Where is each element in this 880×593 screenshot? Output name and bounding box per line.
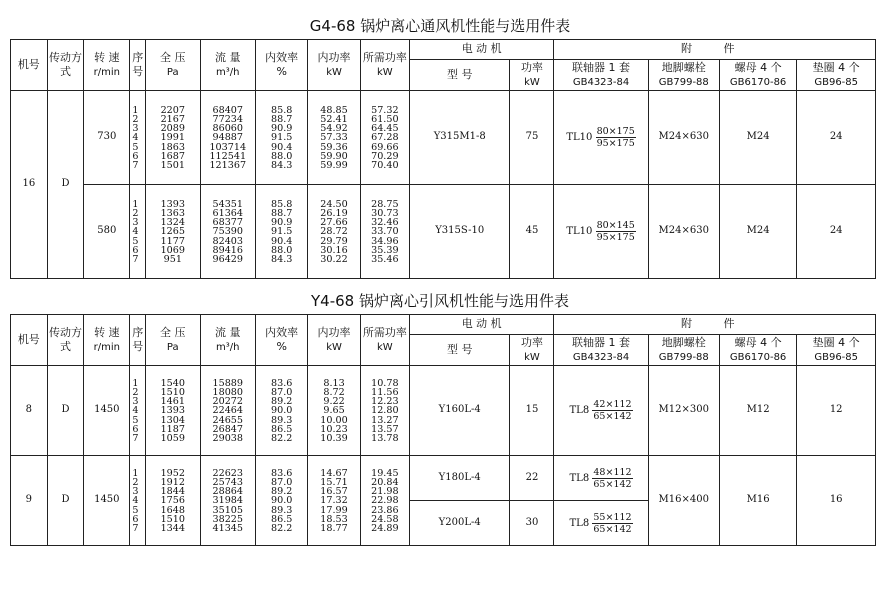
header-nut-std: GB6170-86 (729, 77, 787, 88)
header-pressure-unit: Pa (166, 67, 179, 78)
header-nut-std: GB6170-86 (729, 352, 787, 363)
header-flow-label: 流 量 (215, 50, 241, 64)
header-power-unit: kW (326, 342, 342, 353)
coupling-denominator: 65×142 (593, 478, 632, 490)
header-washer (797, 60, 876, 91)
speed-cell: 1450 (84, 366, 130, 456)
header-flow (200, 40, 256, 91)
header-pressure-label: 全 压 (160, 50, 186, 64)
coupling-numerator: 42×112 (593, 399, 632, 410)
washer-cell: 16 (797, 456, 876, 546)
motor-power-cell: 75 (510, 91, 554, 185)
header-speed-unit: r/min (93, 342, 120, 353)
header-bolt-std: GB799-88 (658, 352, 709, 363)
motor-model-cell: Y160L-4 (409, 366, 510, 456)
seq-list: 1 2 3 4 5 6 7 (130, 91, 146, 185)
power-list: 14.67 15.71 16.57 17.32 17.99 18.53 18.77 (308, 456, 360, 546)
header-coupling (554, 335, 648, 366)
header-bolt (648, 335, 719, 366)
coupling-numerator: 48×112 (593, 466, 632, 478)
header-eff-label: 内效率 (265, 50, 299, 64)
header-drive: 传动方式 (47, 315, 84, 366)
header-bolt-std: GB799-88 (658, 77, 709, 88)
coupling-cell (554, 366, 648, 456)
nut-cell: M24 (719, 91, 796, 185)
coupling-fraction (596, 220, 636, 243)
flow-list: 22623 25743 28864 31984 35105 38225 41345 (200, 456, 256, 546)
header-pressure (146, 40, 200, 91)
washer-cell: 24 (797, 91, 876, 185)
header-flow-label: 流 量 (215, 325, 241, 339)
req-power-list: 19.45 20.84 21.98 22.98 23.86 24.58 24.89 (360, 456, 409, 546)
coupling-cell (554, 91, 648, 185)
motor-power-cell: 22 (510, 456, 554, 501)
coupling-prefix: TL8 (569, 405, 590, 416)
req-power-list: 57.32 61.50 64.45 67.28 69.66 70.29 70.40 (360, 91, 409, 185)
header-flow-unit: m³/h (216, 342, 240, 353)
header-eff-label: 内效率 (265, 325, 299, 339)
speed-cell: 730 (84, 91, 130, 185)
header-speed (84, 315, 130, 366)
header-power (308, 40, 360, 91)
coupling-numerator: 80×175 (596, 126, 635, 137)
header-eff-unit: % (276, 65, 287, 78)
flow-list: 15889 18080 20272 22464 24655 26847 29038 (200, 366, 256, 456)
req-power-list: 28.75 30.73 32.46 33.70 34.96 35.39 35.46 (360, 185, 409, 279)
header-nut-label: 螺母 4 个 (734, 60, 782, 74)
header-power-label: 内功率 (317, 325, 351, 339)
header-speed (84, 40, 130, 91)
header-model-no: 机号 (11, 40, 48, 91)
speed-cell: 1450 (84, 456, 130, 546)
header-washer-std: GB96-85 (814, 352, 859, 363)
seq-list: 1 2 3 4 5 6 7 (130, 185, 146, 279)
efficiency-list: 85.8 88.7 90.9 91.5 90.4 88.0 84.3 (256, 185, 308, 279)
coupling-cell (554, 501, 648, 546)
model-no-cell: 16 (11, 91, 48, 279)
coupling-denominator: 65×142 (593, 523, 632, 535)
coupling-denominator: 65×142 (593, 411, 632, 422)
coupling-cell (554, 456, 648, 501)
seq-list: 1 2 3 4 5 6 7 (130, 366, 146, 456)
motor-model-cell: Y315S-10 (409, 185, 510, 279)
pressure-list: 2207 2167 2089 1991 1863 1687 1501 (146, 91, 200, 185)
header-coupling-std: GB4323-84 (572, 77, 630, 88)
bolt-cell: M16×400 (648, 456, 719, 546)
header-motor-model: 型 号 (409, 60, 510, 91)
coupling-prefix: TL10 (566, 132, 593, 143)
header-eff-unit: % (276, 340, 287, 353)
nut-cell: M16 (719, 456, 796, 546)
washer-cell: 12 (797, 366, 876, 456)
pressure-list: 1952 1912 1844 1756 1648 1510 1344 (146, 456, 200, 546)
header-pressure (146, 315, 200, 366)
header-motor-power-unit: kW (524, 352, 540, 363)
header-speed-label: 转 速 (94, 50, 120, 64)
header-req-power (360, 315, 409, 366)
motor-power-cell: 30 (510, 501, 554, 546)
header-efficiency (256, 40, 308, 91)
bolt-cell: M24×630 (648, 185, 719, 279)
header-power-unit: kW (326, 67, 342, 78)
coupling-denominator: 95×175 (596, 232, 635, 243)
header-speed-unit: r/min (93, 67, 120, 78)
pressure-list: 1540 1510 1461 1393 1304 1187 1059 (146, 366, 200, 456)
header-washer-std: GB96-85 (814, 77, 859, 88)
efficiency-list: 83.6 87.0 89.2 90.0 89.3 86.5 82.2 (256, 366, 308, 456)
coupling-prefix: TL8 (569, 472, 590, 484)
header-req-power-label: 所需功率 (362, 325, 407, 339)
efficiency-list: 85.8 88.7 90.9 91.5 90.4 88.0 84.3 (256, 91, 308, 185)
header-nut (719, 335, 796, 366)
header-coupling-label: 联轴器 1 套 (572, 60, 631, 74)
header-washer (797, 335, 876, 366)
flow-list: 68407 77234 86060 94887 103714 112541 121367 (200, 91, 256, 185)
seq-list: 1 2 3 4 5 6 7 (130, 456, 146, 546)
flow-list: 54351 61364 68377 75390 82403 89416 96429 (200, 185, 256, 279)
header-pressure-unit: Pa (166, 342, 179, 353)
table2-title: Y4-68 锅炉离心引风机性能与选用件表 (311, 292, 569, 310)
header-pressure-label: 全 压 (160, 325, 186, 339)
header-power (308, 315, 360, 366)
power-list: 8.13 8.72 9.22 9.65 10.00 10.23 10.39 (308, 366, 360, 456)
header-power-label: 内功率 (317, 50, 351, 64)
header-parts: 附 件 (554, 315, 876, 335)
header-motor-power-unit: kW (524, 77, 540, 88)
speed-cell: 580 (84, 185, 130, 279)
header-bolt-label: 地脚螺栓 (661, 60, 706, 74)
header-motor-model: 型 号 (409, 335, 510, 366)
y4-68-table (10, 314, 876, 546)
header-coupling (554, 60, 648, 91)
coupling-fraction (592, 512, 632, 535)
header-nut-label: 螺母 4 个 (734, 335, 782, 349)
table1-title: G4-68 锅炉离心通风机性能与选用件表 (309, 17, 571, 35)
header-motor-power (510, 335, 554, 366)
motor-model-cell: Y315M1-8 (409, 91, 510, 185)
header-speed-label: 转 速 (94, 325, 120, 339)
model-no-cell: 8 (11, 366, 48, 456)
pressure-list: 1393 1363 1324 1265 1177 1069 951 (146, 185, 200, 279)
header-motor: 电 动 机 (409, 40, 554, 60)
header-motor-power-label: 功率 (520, 335, 543, 349)
model-no-cell: 9 (11, 456, 48, 546)
header-req-power-unit: kW (376, 342, 393, 353)
header-washer-label: 垫圈 4 个 (812, 335, 860, 349)
header-req-power-unit: kW (376, 67, 393, 78)
header-bolt-label: 地脚螺栓 (661, 335, 706, 349)
coupling-cell (554, 185, 648, 279)
req-power-list: 10.78 11.56 12.23 12.80 13.27 13.57 13.78 (360, 366, 409, 456)
motor-model-cell: Y180L-4 (409, 456, 510, 501)
power-list: 24.50 26.19 27.66 28.72 29.79 30.16 30.22 (308, 185, 360, 279)
header-bolt (648, 60, 719, 91)
header-motor-power (510, 60, 554, 91)
motor-power-cell: 15 (510, 366, 554, 456)
nut-cell: M12 (719, 366, 796, 456)
header-seq: 序号 (130, 40, 146, 91)
power-list: 48.85 52.41 54.92 57.33 59.36 59.90 59.99 (308, 91, 360, 185)
coupling-numerator: 55×112 (593, 511, 632, 523)
header-nut (719, 60, 796, 91)
header-coupling-label: 联轴器 1 套 (572, 335, 631, 349)
header-coupling-std: GB4323-84 (572, 352, 630, 363)
coupling-fraction (596, 126, 636, 149)
header-washer-label: 垫圈 4 个 (812, 60, 860, 74)
drive-cell: D (47, 91, 84, 279)
washer-cell: 24 (797, 185, 876, 279)
header-flow (200, 315, 256, 366)
coupling-numerator: 80×145 (596, 220, 635, 231)
nut-cell: M24 (719, 185, 796, 279)
header-parts: 附 件 (554, 40, 876, 60)
bolt-cell: M24×630 (648, 91, 719, 185)
header-flow-unit: m³/h (216, 67, 240, 78)
header-efficiency (256, 315, 308, 366)
header-drive: 传动方式 (47, 40, 84, 91)
header-seq: 序号 (130, 315, 146, 366)
header-motor-power-label: 功率 (520, 60, 543, 74)
bolt-cell: M12×300 (648, 366, 719, 456)
drive-cell: D (47, 456, 84, 546)
efficiency-list: 83.6 87.0 89.2 90.0 89.3 86.5 82.2 (256, 456, 308, 546)
coupling-prefix: TL8 (569, 517, 590, 529)
coupling-prefix: TL10 (566, 226, 593, 237)
header-req-power (360, 40, 409, 91)
motor-power-cell: 45 (510, 185, 554, 279)
coupling-fraction (592, 399, 632, 422)
coupling-fraction (592, 467, 632, 490)
header-model-no: 机号 (11, 315, 48, 366)
drive-cell: D (47, 366, 84, 456)
header-motor: 电 动 机 (409, 315, 554, 335)
motor-model-cell: Y200L-4 (409, 501, 510, 546)
header-req-power-label: 所需功率 (362, 50, 407, 64)
coupling-denominator: 95×175 (596, 138, 635, 149)
g4-68-table (10, 39, 876, 279)
